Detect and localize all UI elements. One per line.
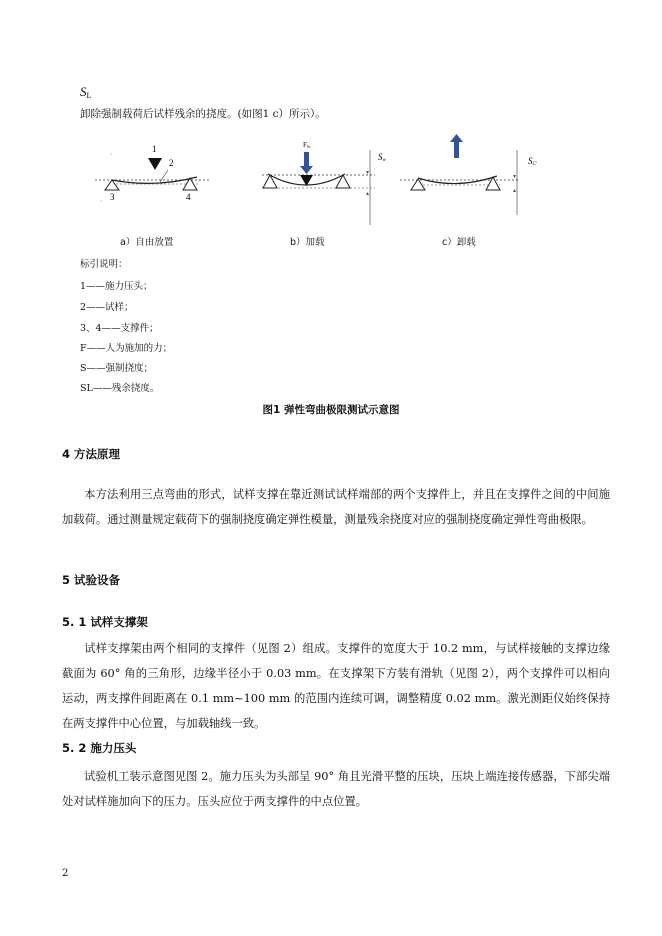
label-1: 1	[152, 144, 157, 154]
label-4: 4	[186, 192, 191, 202]
section-5-2-text: 试验机工装示意图见图 2。施力压头为头部呈 90° 角且光滑平整的压块，压块上端连接传感器，下部尖端处对试样施加向下的压力。压头应位于两支撑件的中点位置。	[62, 770, 610, 808]
support-left-c	[411, 179, 425, 190]
symbol-sl-sub: L	[86, 91, 92, 100]
section-5-1-title: 5. 1 试样支撑架	[62, 615, 148, 629]
tick-mark-a1: ˇ	[110, 154, 112, 160]
tick-mark-c1: ▾	[513, 174, 517, 180]
section-5-1-body	[62, 636, 610, 736]
section-5-1-text: 试样支撑架由两个相同的支撑件（见图 2）组成。支撑件的宽度大于 10.2 mm，与试样接触的支撑边缘截面为 60° 角的三角形，边缘半径小于 0.03 mm。在支撑架下方装有滑轨（见图 2），两个支撑件可以相向运动，两支撑件间距离在 0.1 mm~100 mm 的范围内连续可调，调整精度 0.02 mm。激光测距仪始终保持在两支撑件中心位置，与加载轴线一致。	[62, 642, 610, 730]
legend-title: 标引说明：	[80, 259, 128, 270]
tick-mark-a2: ˇ	[100, 201, 102, 207]
section-5-2-title: 5. 2 施力压头	[62, 741, 137, 755]
label-2: 2	[169, 158, 174, 168]
label-s	[378, 152, 387, 163]
label-force-sub: w	[306, 145, 311, 150]
subcaption-a: a）自由放置	[120, 237, 174, 248]
unload-arrow-head	[450, 134, 463, 142]
page-number: 2	[62, 868, 69, 879]
label-force-main: F	[303, 141, 307, 149]
panel-a	[95, 144, 210, 207]
section-4-text: 本方法利用三点弯曲的形式，试样支撑在靠近测试试样端部的两个支撑件上，并且在支撑件之间的中间施加载荷。通过测量规定载荷下的强制挠度确定弹性模量，测量残余挠度对应的强制挠度确定弹性弯曲极限。	[62, 488, 610, 526]
legend-item: SL——残余挠度。	[80, 383, 160, 394]
figure-1-diagram	[0, 130, 662, 240]
label-s-main: S	[378, 152, 383, 162]
panel-c	[400, 134, 538, 215]
legend-item: 1——施力压头；	[80, 281, 153, 292]
label-sc-main: S	[528, 156, 533, 166]
section-5-2-body	[62, 764, 610, 814]
legend-item: S——强制挠度；	[80, 363, 154, 374]
subcaption-b: b）加载	[290, 237, 325, 248]
legend-item: 2——试样；	[80, 302, 134, 313]
section-4-body	[62, 482, 610, 532]
panel-b	[262, 141, 387, 225]
legend-item: F——人为施加的力；	[80, 343, 173, 354]
tick-mark-b2: ▴	[366, 191, 370, 197]
figure-caption: 图1 弹性弯曲极限测试示意图	[262, 404, 400, 416]
indenter-a	[148, 158, 162, 170]
label-force	[303, 141, 311, 150]
legend-item: 3、4——支撑件；	[80, 323, 159, 334]
symbol-sl-main: S	[80, 84, 87, 99]
symbol-sl	[80, 84, 91, 100]
label-sc-sub: C'	[532, 162, 537, 167]
tick-mark-b1: ▾	[366, 170, 370, 176]
support-left-a	[105, 180, 119, 190]
sl-description: 卸除强制载荷后试样残余的挠度。(如图1 c）所示）。	[80, 108, 326, 120]
force-arrow-head	[300, 166, 313, 174]
section-4-title: 4 方法原理	[62, 447, 121, 461]
label-s-sub: w	[382, 158, 386, 163]
label-3: 3	[110, 192, 115, 202]
tick-mark-c2: ▴	[513, 188, 517, 194]
subcaption-c: c）卸载	[442, 237, 476, 248]
force-arrow-shaft	[304, 152, 309, 166]
section-5-title: 5 试验设备	[62, 573, 121, 587]
unload-arrow-shaft	[454, 142, 459, 158]
label-sc	[528, 156, 538, 167]
support-left-b	[263, 175, 277, 188]
